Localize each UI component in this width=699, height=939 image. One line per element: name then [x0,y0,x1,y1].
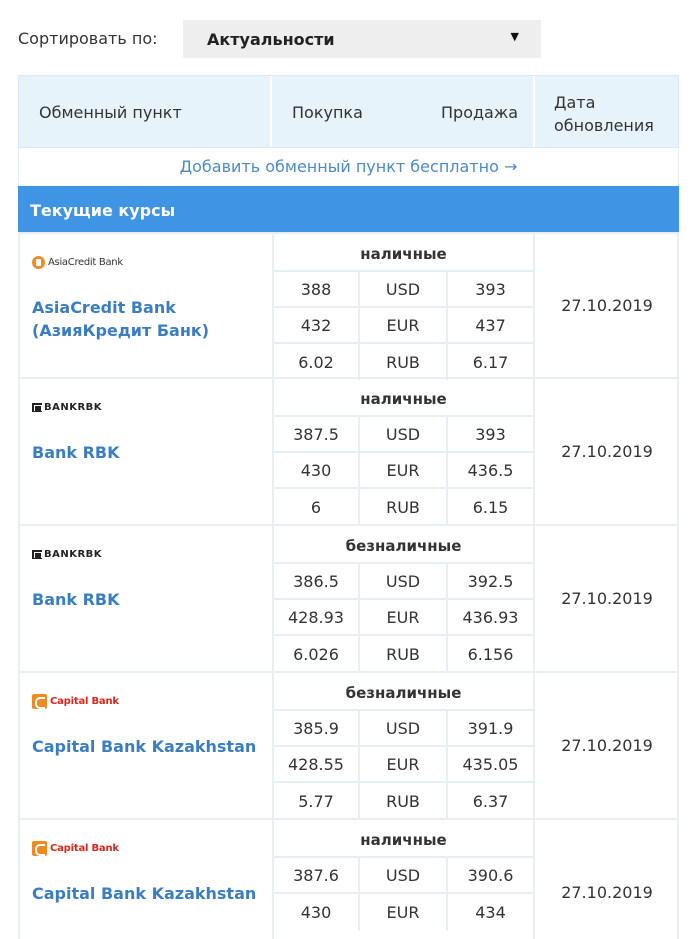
logo-mark [32,550,42,559]
sort-label: Сортировать по: [18,29,158,48]
rate-currency: RUB [360,636,448,672]
rate-type: наличные [274,820,533,858]
bankrbk-logo-icon [32,399,102,415]
header-divider [533,76,535,147]
exchange-entry [18,526,679,673]
sort-dropdown[interactable] [183,20,541,58]
rate-sell: 437 [475,315,506,335]
rate-buy: 6.02 [274,344,360,380]
rate-buy: 387.5 [274,417,360,451]
rate-type: наличные [274,379,533,417]
exchange-entry [18,820,679,939]
rate-row [274,272,533,308]
asiacredit-logo-icon [32,254,123,270]
update-date: 27.10.2019 [561,883,653,902]
rate-buy: 428.93 [274,600,360,634]
rates-block [272,673,535,818]
rates-block [272,234,535,377]
rate-row [274,417,533,453]
rate-buy: 430 [274,453,360,487]
logo-mark [32,841,47,856]
bankrbk-logo-icon [32,546,102,562]
add-exchange-point-link[interactable]: Добавить обменный пункт бесплатно → [179,157,518,176]
logo-mark [32,694,47,709]
rate-currency: RUB [360,344,448,380]
rates-block [272,379,535,524]
logo-text: BANKRBK [44,548,103,560]
exchange-table [18,75,679,939]
rate-buy: 428.55 [274,747,360,781]
bank-name-link[interactable]: Bank RBK [32,590,120,609]
update-date: 27.10.2019 [561,296,653,315]
rate-currency: EUR [360,894,448,930]
bank-name-link[interactable]: AsiaCredit Bank (АзияКредит Банк) [32,298,210,340]
capitalbank-logo-icon [32,840,119,856]
header-update-date: Дата обновления [554,93,654,135]
rate-row [274,747,533,783]
rate-buy: 6 [274,489,360,525]
update-date: 27.10.2019 [561,442,653,461]
rate-currency: EUR [360,747,448,781]
logo-mark [32,256,45,269]
rates-block [272,526,535,671]
bank-name-link[interactable]: Bank RBK [32,443,120,462]
rate-currency: RUB [360,489,448,525]
rate-row [274,344,533,380]
rate-row [274,636,533,672]
rate-row [274,711,533,747]
rate-sell: 436.5 [467,460,514,480]
rate-sell: 436.93 [462,607,519,627]
header-buy: Покупка [292,103,363,122]
rate-currency: EUR [360,600,448,634]
sort-bar [18,20,541,58]
rate-buy: 430 [274,894,360,930]
section-title: Текущие курсы [18,186,679,232]
table-header [18,75,679,148]
rate-row [274,600,533,636]
rate-currency: USD [360,564,448,598]
entries-list [18,232,679,939]
rate-row [274,489,533,525]
rate-row [274,308,533,344]
rate-type: безналичные [274,526,533,564]
rate-sell: 390.6 [467,865,514,885]
triangle-down-icon: ▼ [510,30,519,43]
rate-currency: USD [360,711,448,745]
rate-row [274,894,533,930]
update-date: 27.10.2019 [561,736,653,755]
logo-text: Capital Bank [50,842,119,854]
rate-currency: EUR [360,308,448,342]
header-sell: Продажа [441,103,519,122]
rate-sell: 392.5 [467,571,514,591]
header-exchange-point: Обменный пункт [39,103,182,122]
rate-buy: 6.026 [274,636,360,672]
bank-name-link[interactable]: Capital Bank Kazakhstan [32,884,257,903]
rate-buy: 386.5 [274,564,360,598]
rate-sell: 434 [475,902,506,922]
header-divider [270,76,272,147]
rate-row [274,453,533,489]
rate-currency: RUB [360,783,448,819]
rate-sell: 6.17 [472,352,509,372]
logo-mark [32,403,42,412]
rate-buy: 388 [274,272,360,306]
rate-sell: 6.156 [467,644,514,664]
rate-currency: USD [360,417,448,451]
exchange-entry [18,232,679,379]
rate-currency: USD [360,858,448,892]
sort-selected-value: Актуальности [207,30,335,49]
rate-sell: 435.05 [462,754,519,774]
rates-block [272,820,535,939]
rate-buy: 432 [274,308,360,342]
rate-buy: 387.6 [274,858,360,892]
add-exchange-row [18,148,679,186]
update-date: 27.10.2019 [561,589,653,608]
rate-sell: 393 [475,279,506,299]
rate-type: наличные [274,234,533,272]
rate-row [274,564,533,600]
rate-sell: 393 [475,424,506,444]
bank-name-link[interactable]: Capital Bank Kazakhstan [32,737,257,756]
rate-sell: 6.37 [472,791,509,811]
rate-buy: 385.9 [274,711,360,745]
rate-currency: USD [360,272,448,306]
exchange-entry [18,379,679,526]
rate-row [274,783,533,819]
logo-text: BANKRBK [44,401,103,413]
logo-text: AsiaCredit Bank [48,256,123,268]
rate-sell: 6.15 [472,497,509,517]
rate-sell: 391.9 [467,718,514,738]
capitalbank-logo-icon [32,693,119,709]
exchange-entry [18,673,679,820]
rate-buy: 5.77 [274,783,360,819]
rate-currency: EUR [360,453,448,487]
rate-type: безналичные [274,673,533,711]
rate-row [274,858,533,894]
logo-text: Capital Bank [50,695,119,707]
